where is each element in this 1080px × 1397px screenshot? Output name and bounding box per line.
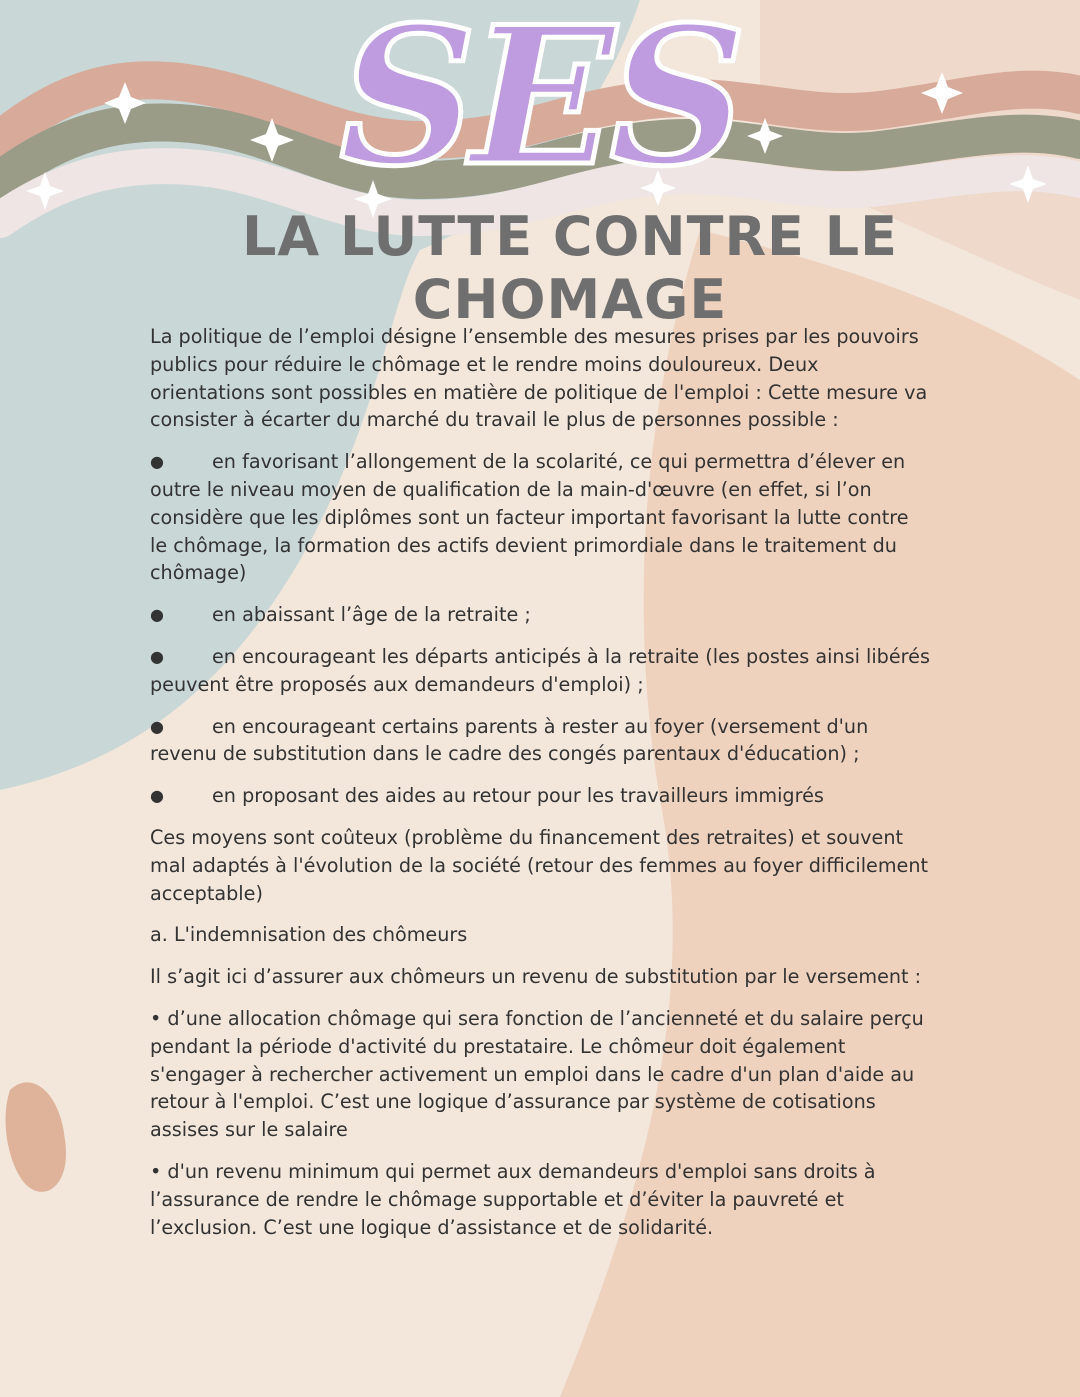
list-item [150, 782, 930, 810]
list-item-text: en encourageant les départs anticipés à la retraite (les postes ainsi libérés peuvent être proposés aux demandeurs d'emploi) ; [150, 644, 930, 696]
list-item [150, 643, 930, 699]
page-title: LA LUTTE CONTRE LE CHOMAGE [241, 205, 899, 331]
ses-logo: SES [339, 0, 741, 208]
list-item-text: en abaissant l’âge de la retraite ; [212, 603, 531, 627]
intro-paragraph: La politique de l’emploi désigne l’ensemble des mesures prises par les pouvoirs publics pour réduire le chômage et le rendre moins douloureux. Deux orientations sont possibles en matière de politique de l'emploi : Cette mesure va consister à écarter du marché du travail le plus de personnes possible : [150, 325, 928, 432]
list-item-text: en encourageant certains parents à rester au foyer (versement d'un revenu de substitution dans le cadre des congés parentaux d'éducation) ; [150, 714, 869, 766]
bullet-icon: ● [150, 646, 164, 666]
list-item [150, 713, 930, 769]
bullet-icon: ● [150, 452, 164, 472]
list-item [150, 448, 930, 587]
section-heading: a. L'indemnisation des chômeurs [150, 923, 468, 947]
section-intro: Il s’agit ici d’assurer aux chômeurs un revenu de substitution par le versement : [150, 965, 922, 989]
bullet-icon: ● [150, 716, 164, 736]
costs-paragraph: Ces moyens sont coûteux (problème du financement des retraites) et souvent mal adaptés à l'évolution de la société (retour des femmes au foyer difficilement acceptable) [150, 825, 929, 905]
bullet-icon: ● [150, 605, 164, 625]
revenu-minimum-paragraph: • d'un revenu minimum qui permet aux demandeurs d'emploi sans droits à l’assurance de rendre le chômage supportable et d’éviter la pauvreté et l’exclusion. C’est une logique d’assistance et de solidarité. [150, 1159, 876, 1239]
document-body [150, 323, 930, 1255]
allocation-paragraph: • d’une allocation chômage qui sera fonction de l’ancienneté et du salaire perçu pendant la période d'activité du prestataire. Le chômeur doit également s'engager à rechercher activement un emploi dans le cadre d'un plan d'aide au retour à l'emploi. C’est une logique d’assurance par système de cotisations assises sur le salaire [150, 1006, 924, 1142]
list-item-text: en proposant des aides au retour pour les travailleurs immigrés [212, 784, 824, 808]
bullet-icon: ● [150, 786, 164, 806]
list-item-text: en favorisant l’allongement de la scolarité, ce qui permettra d’élever en outre le niveau moyen de qualification de la main-d'œuvre (en effet, si l’on considère que les diplômes sont un facteur important favorisant la lutte contre le chômage, la formation des actifs devient primordiale dans le traitement du chômage) [150, 450, 909, 585]
list-item [150, 601, 930, 629]
